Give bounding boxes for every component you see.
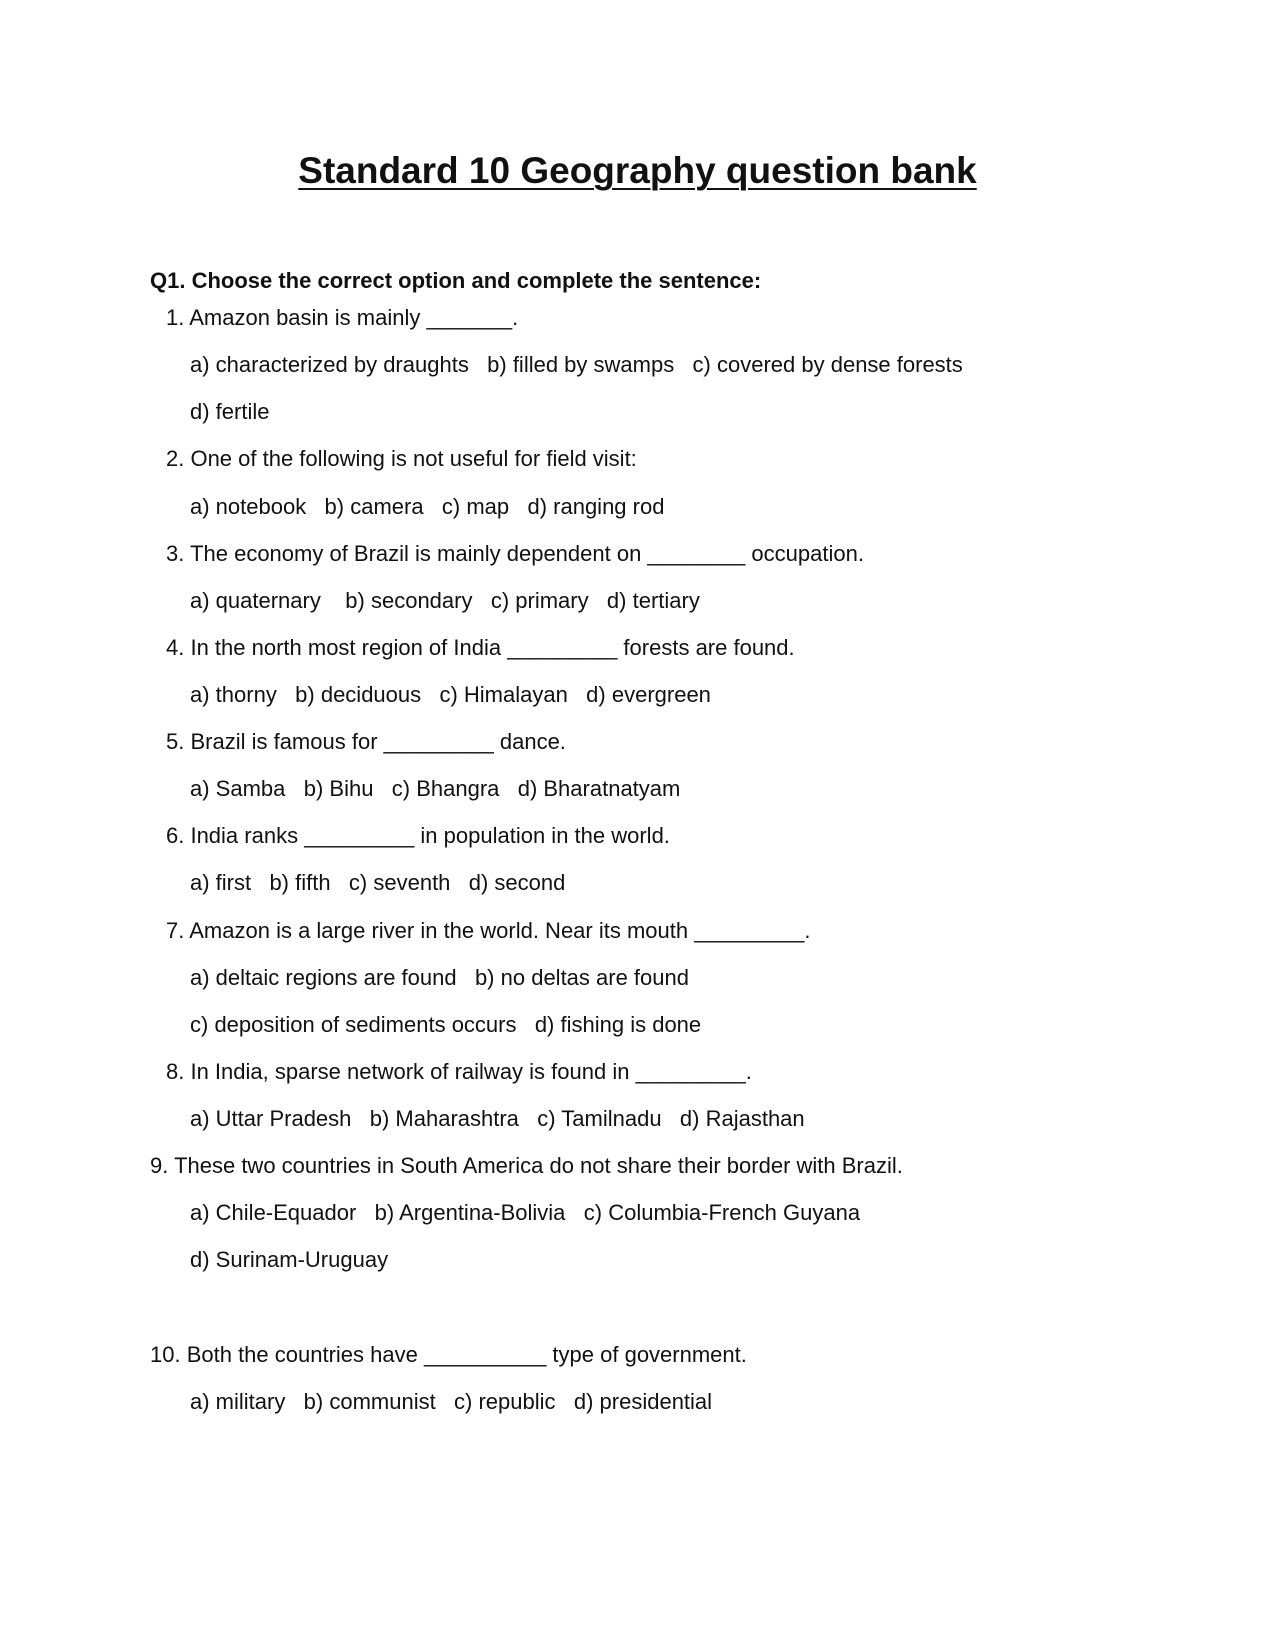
question-text: 8. In India, sparse network of railway is found in _________. (166, 1059, 752, 1084)
page-title-text: Standard 10 Geography question bank (298, 150, 977, 191)
question-text: 10. Both the countries have __________ type of government. (150, 1342, 747, 1367)
question-text: 4. In the north most region of India _________ forests are found. (166, 635, 795, 660)
question-options: a) thorny b) deciduous c) Himalayan d) evergreen (190, 682, 711, 707)
question-options: a) characterized by draughts b) filled by swamps c) covered by dense forests (190, 352, 963, 377)
question-text: 6. India ranks _________ in population in the world. (166, 823, 670, 848)
question-options: d) Surinam-Uruguay (190, 1247, 389, 1272)
question-options: a) Chile-Equador b) Argentina-Bolivia c) Columbia-French Guyana (190, 1200, 861, 1225)
question-text: 3. The economy of Brazil is mainly dependent on ________ occupation. (166, 541, 864, 566)
question-options: a) deltaic regions are found b) no deltas are found (190, 965, 689, 990)
question-options: a) notebook b) camera c) map d) ranging rod (190, 494, 665, 519)
question-options: a) Samba b) Bihu c) Bhangra d) Bharatnatyam (190, 776, 681, 801)
question-text: 2. One of the following is not useful for field visit: (166, 446, 637, 471)
page-title (0, 150, 1275, 192)
question-text: 1. Amazon basin is mainly _______. (166, 305, 519, 330)
question-options: a) Uttar Pradesh b) Maharashtra c) Tamilnadu d) Rajasthan (190, 1106, 805, 1131)
section-heading: Q1. Choose the correct option and complete the sentence: (150, 268, 762, 293)
question-options: a) military b) communist c) republic d) presidential (190, 1389, 713, 1414)
question-options: d) fertile (190, 399, 270, 424)
question-options: c) deposition of sediments occurs d) fishing is done (190, 1012, 702, 1037)
question-text: 7. Amazon is a large river in the world. Near its mouth _________. (166, 918, 811, 943)
question-options: a) quaternary b) secondary c) primary d) tertiary (190, 588, 700, 613)
question-text: 9. These two countries in South America do not share their border with Brazil. (150, 1153, 903, 1178)
question-options: a) first b) fifth c) seventh d) second (190, 870, 566, 895)
question-text: 5. Brazil is famous for _________ dance. (166, 729, 566, 754)
